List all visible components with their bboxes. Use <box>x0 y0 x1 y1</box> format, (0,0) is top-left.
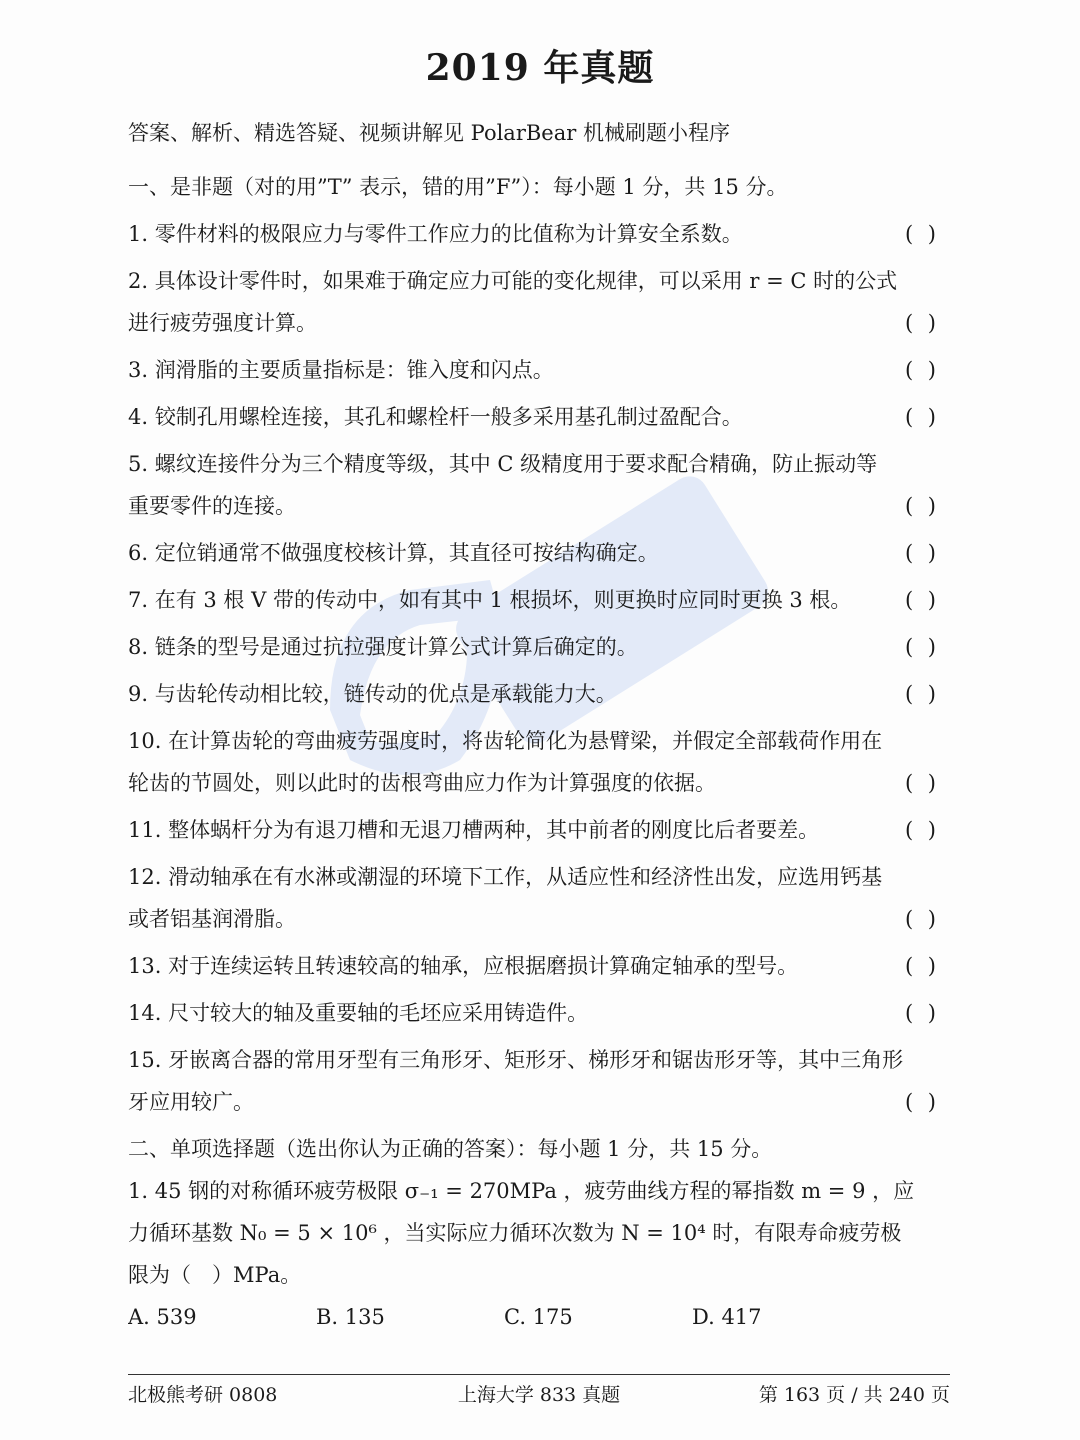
mc-question-1-line3: 限为（ ）MPa。 <box>128 1263 302 1287</box>
answer-blank: ( ) <box>904 1090 940 1114</box>
section2-heading: 二、单项选择题（选出你认为正确的答案）：每小题 1 分，共 15 分。 <box>128 1137 773 1161</box>
answer-blank: ( ) <box>904 954 940 978</box>
answer-blank: ( ) <box>904 682 940 706</box>
option-a: A. 539 <box>128 1305 197 1329</box>
tf-question-5-line2: 重要零件的连接。 ( ) <box>128 485 952 527</box>
tf-question-2-line2: 进行疲劳强度计算。 ( ) <box>128 302 952 344</box>
tf-question-4: 4. 铰制孔用螺栓连接，其孔和螺栓杆一般多采用基孔制过盈配合。 ( ) <box>128 396 952 438</box>
tf-question-14: 14. 尺寸较大的轴及重要轴的毛坯应采用铸造件。 ( ) <box>128 992 952 1034</box>
page-title: 2019 年真题 <box>425 47 655 89</box>
tf-question-6: 6. 定位销通常不做强度校核计算，其直径可按结构确定。 ( ) <box>128 532 952 574</box>
page-footer <box>128 1380 950 1414</box>
tf-question-15-line2: 牙应用较广。 ( ) <box>128 1081 952 1123</box>
footer-center: 上海大学 833 真题 <box>457 1384 621 1406</box>
answer-blank: ( ) <box>904 1001 940 1025</box>
option-b: B. 135 <box>316 1305 385 1329</box>
mc-question-1-line1: 1. 45 钢的对称循环疲劳极限 σ₋₁ = 270MPa ，疲劳曲线方程的幂指数 m = 9 ，应 <box>128 1179 915 1203</box>
tf-question-11: 11. 整体蜗杆分为有退刀槽和无退刀槽两种，其中前者的刚度比后者要差。 ( ) <box>128 809 952 851</box>
tf-question-5-line1: 5. 螺纹连接件分为三个精度等级，其中 C 级精度用于要求配合精确，防止振动等 <box>128 452 878 476</box>
tf-question-3: 3. 润滑脂的主要质量指标是：锥入度和闪点。 ( ) <box>128 349 952 391</box>
tf-question-10-line2: 轮齿的节圆处，则以此时的齿根弯曲应力作为计算强度的依据。 ( ) <box>128 762 952 804</box>
subtitle: 答案、解析、精选答疑、视频讲解见 PolarBear 机械刷题小程序 <box>128 121 730 145</box>
tf-question-13: 13. 对于连续运转且转速较高的轴承，应根据磨损计算确定轴承的型号。 ( ) <box>128 945 952 987</box>
mc-question-1-line2: 力循环基数 N₀ = 5 × 10⁶ ，当实际应力循环次数为 N = 10⁴ 时，有限寿命疲劳极 <box>128 1221 902 1245</box>
tf-question-7: 7. 在有 3 根 V 带的传动中，如有其中 1 根损坏，则更换时应同时更换 3 根。 ( ) <box>128 579 952 621</box>
answer-blank: ( ) <box>904 311 940 335</box>
tf-question-9: 9. 与齿轮传动相比较，链传动的优点是承载能力大。 ( ) <box>128 673 952 715</box>
footer-divider <box>128 1374 950 1375</box>
answer-blank: ( ) <box>904 358 940 382</box>
tf-question-8: 8. 链条的型号是通过抗拉强度计算公式计算后确定的。 ( ) <box>128 626 952 668</box>
tf-question-12-line2: 或者铝基润滑脂。 ( ) <box>128 898 952 940</box>
answer-blank: ( ) <box>904 494 940 518</box>
answer-blank: ( ) <box>904 635 940 659</box>
option-d: D. 417 <box>692 1305 762 1329</box>
answer-blank: ( ) <box>904 771 940 795</box>
answer-blank: ( ) <box>904 907 940 931</box>
tf-question-2-line1: 2. 具体设计零件时，如果难于确定应力可能的变化规律，可以采用 r = C 时的公式 <box>128 269 898 293</box>
answer-blank: ( ) <box>904 222 940 246</box>
tf-question-10-line1: 10. 在计算齿轮的弯曲疲劳强度时，将齿轮简化为悬臂梁，并假定全部载荷作用在 <box>128 729 883 753</box>
answer-blank: ( ) <box>904 405 940 429</box>
tf-question-15-line1: 15. 牙嵌离合器的常用牙型有三角形牙、矩形牙、梯形牙和锯齿形牙等，其中三角形 <box>128 1048 904 1072</box>
tf-question-1: 1. 零件材料的极限应力与零件工作应力的比值称为计算安全系数。 ( ) <box>128 213 952 255</box>
answer-blank: ( ) <box>904 541 940 565</box>
answer-blank: ( ) <box>904 588 940 612</box>
answer-blank: ( ) <box>904 818 940 842</box>
exam-content <box>128 112 952 1338</box>
footer-page-number: 第 163 页 / 共 240 页 <box>758 1384 950 1406</box>
tf-question-12-line1: 12. 滑动轴承在有水淋或潮湿的环境下工作，从适应性和经济性出发，应选用钙基 <box>128 865 883 889</box>
mc-question-1-options <box>128 1296 952 1338</box>
option-c: C. 175 <box>504 1305 573 1329</box>
section1-heading: 一、是非题（对的用”T” 表示，错的用”F”）：每小题 1 分，共 15 分。 <box>128 175 788 199</box>
footer-left: 北极熊考研 0808 <box>128 1384 278 1406</box>
